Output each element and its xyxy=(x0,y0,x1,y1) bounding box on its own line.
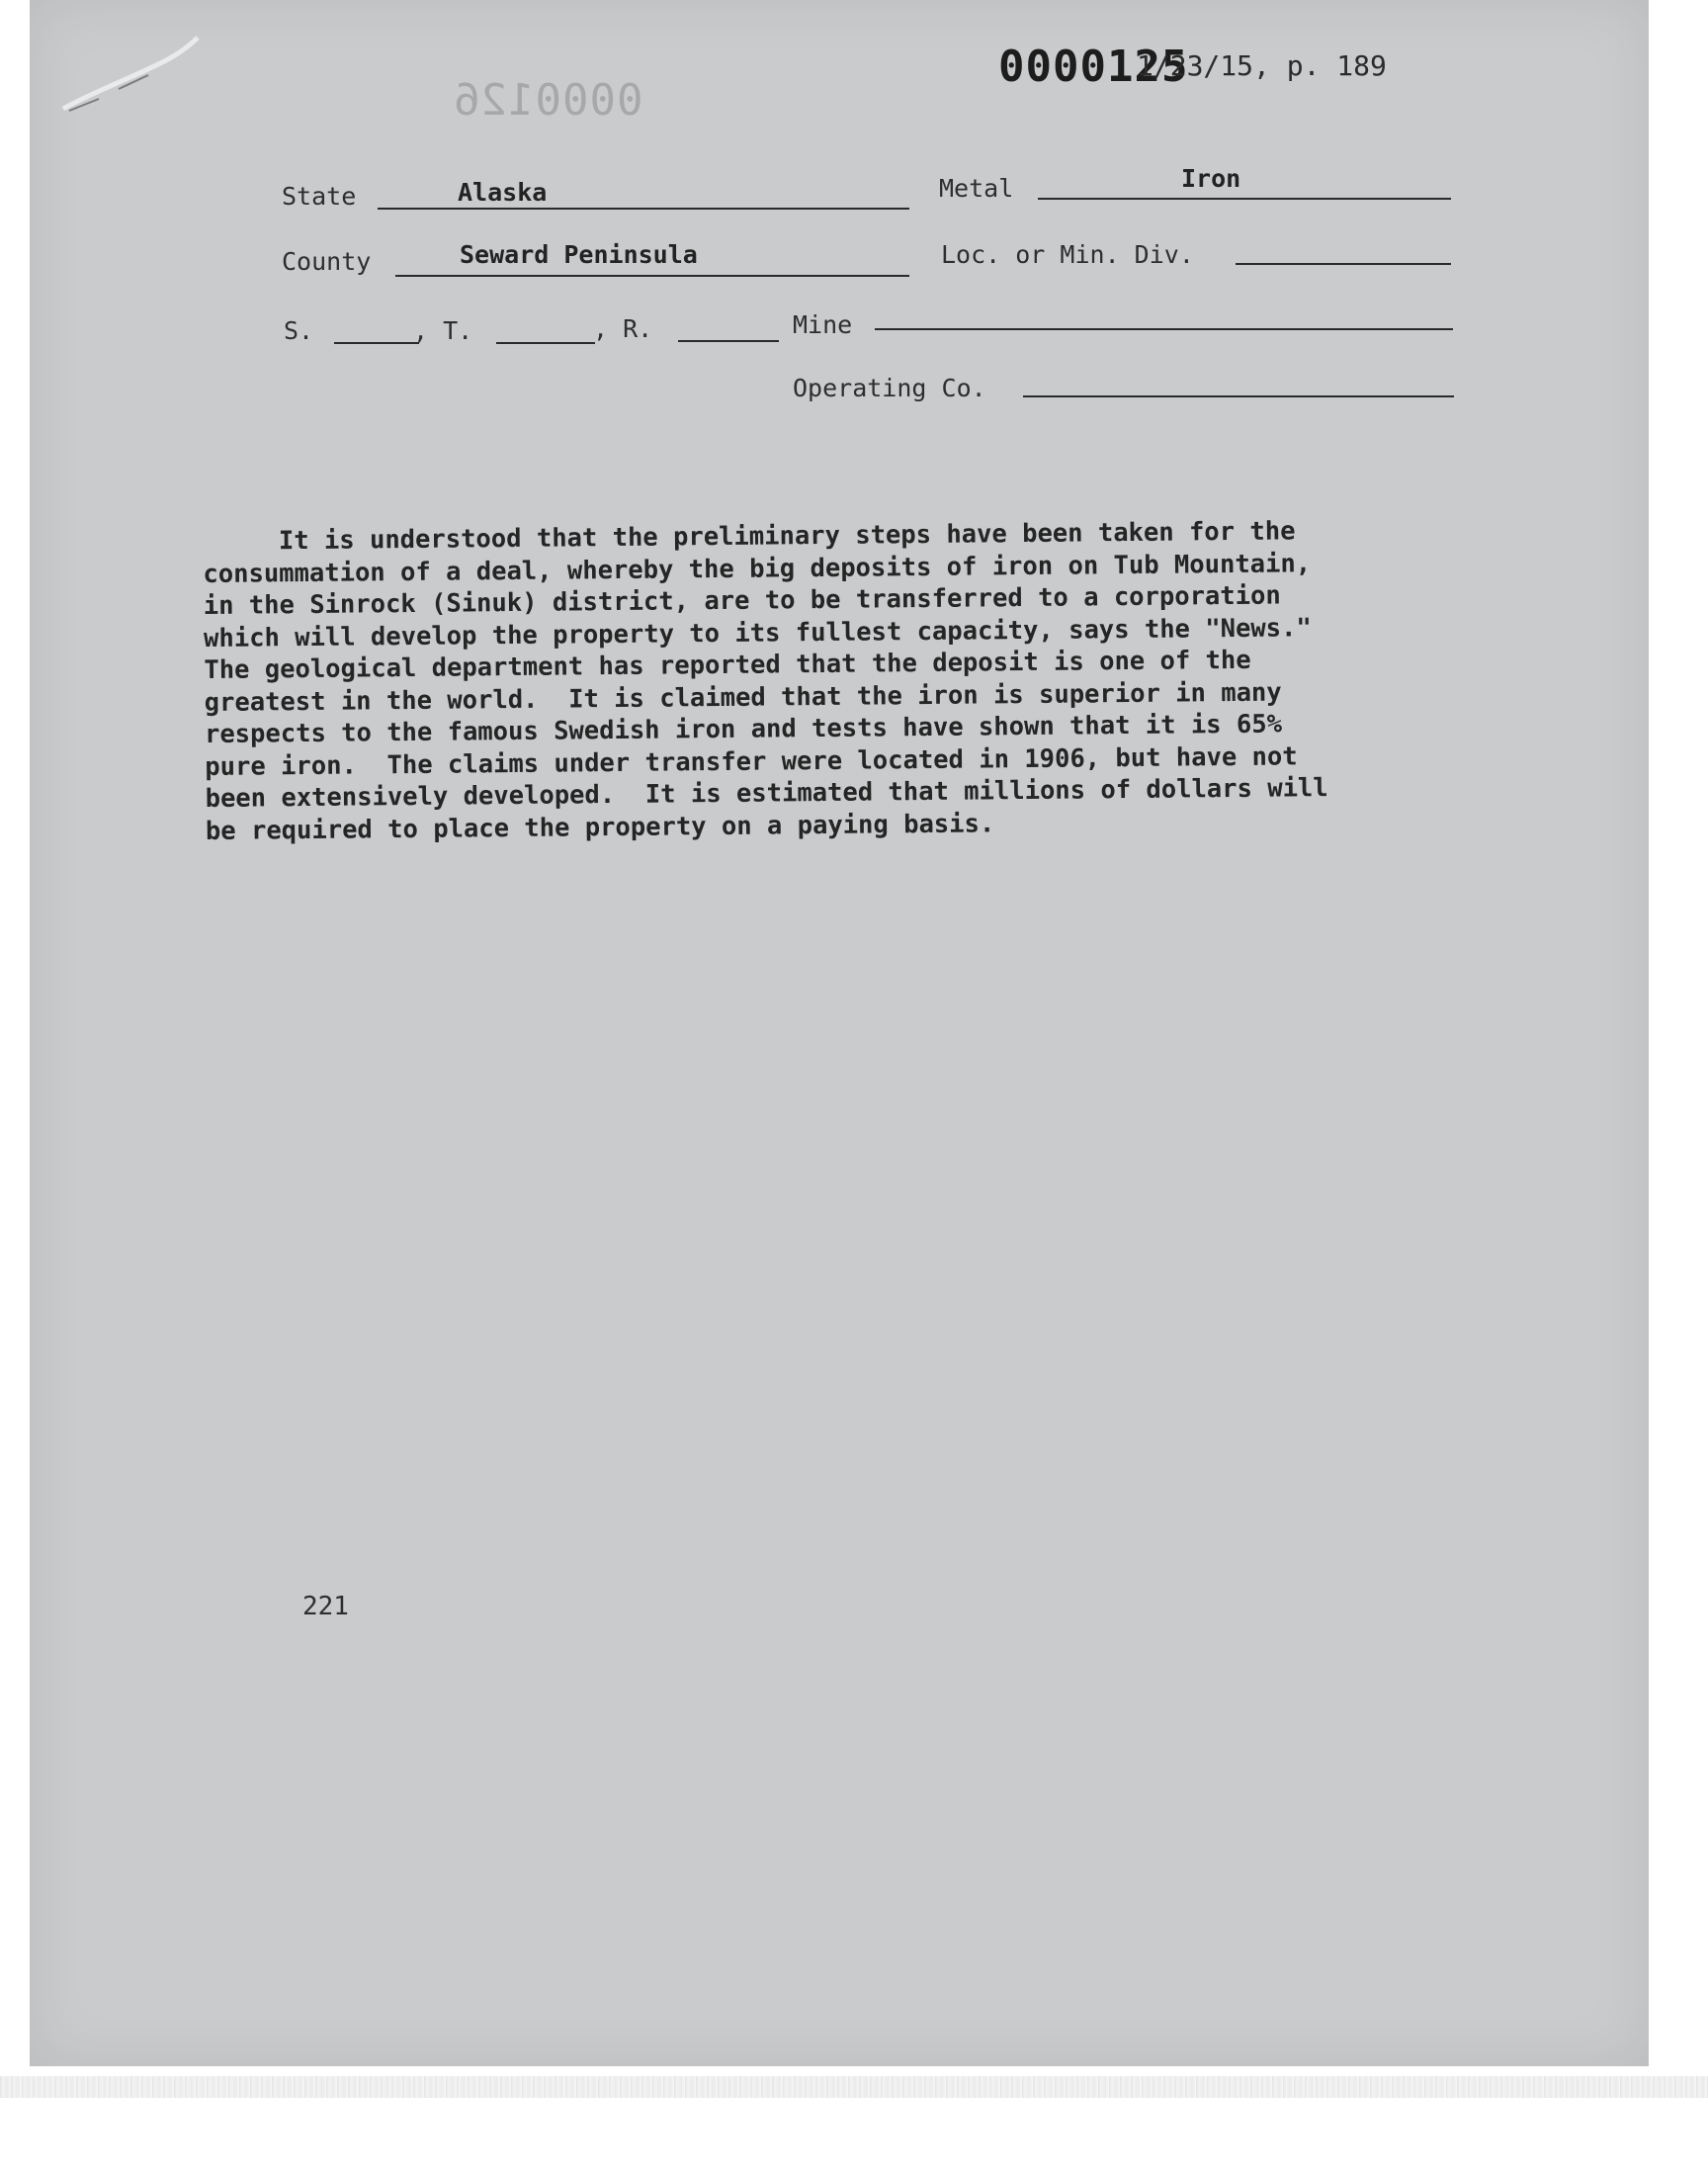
paragraph-line: pure iron. The claims under transfer were located in 1906, but have not xyxy=(205,740,1298,782)
section-label: S. xyxy=(284,316,314,345)
document-number-stamp: 0000125 xyxy=(998,42,1189,92)
paragraph-line: consummation of a deal, whereby the big deposits of iron on Tub Mountain, xyxy=(203,548,1312,589)
range-rule xyxy=(678,340,779,342)
state-rule xyxy=(378,208,909,210)
source-reference: 1/23/15, p. 189 xyxy=(1137,49,1387,82)
metal-value: Iron xyxy=(1181,164,1241,193)
metal-label: Metal xyxy=(939,174,1014,203)
range-label: , R. xyxy=(593,314,653,343)
state-value: Alaska xyxy=(458,178,548,207)
paragraph-line: greatest in the world. It is claimed that the iron is superior in many xyxy=(204,677,1282,718)
township-label: , T. xyxy=(413,316,473,345)
paragraph-line: been extensively developed. It is estimated that millions of dollars will xyxy=(205,773,1328,814)
paragraph-line: be required to place the property on a paying basis. xyxy=(205,808,995,846)
section-rule xyxy=(334,342,419,344)
paragraph-line: which will develop the property to its fullest capacity, says the "News." xyxy=(203,612,1312,653)
state-label: State xyxy=(282,182,357,211)
loc-rule xyxy=(1236,263,1451,265)
mine-label: Mine xyxy=(793,310,853,339)
page-number: 221 xyxy=(302,1592,349,1621)
township-rule xyxy=(496,342,595,344)
scan-edge-strip xyxy=(0,2076,1708,2098)
county-value: Seward Peninsula xyxy=(460,240,698,269)
paragraph-line: in the Sinrock (Sinuk) district, are to be transferred to a corporation xyxy=(203,580,1281,621)
county-label: County xyxy=(282,247,372,276)
operating-co-rule xyxy=(1023,395,1454,397)
corner-tear-mark xyxy=(59,20,208,119)
mine-rule xyxy=(875,328,1453,330)
paragraph-line: The geological department has reported that the deposit is one of the xyxy=(204,645,1251,685)
article-paragraph xyxy=(203,514,1451,847)
paragraph-line: respects to the famous Swedish iron and tests have shown that it is 65% xyxy=(204,709,1283,749)
loc-label: Loc. or Min. Div. xyxy=(941,240,1194,269)
operating-co-label: Operating Co. xyxy=(793,374,986,402)
metal-rule xyxy=(1038,198,1451,200)
ghost-document-number: 0000126 xyxy=(453,75,643,126)
paragraph-line: It is understood that the preliminary steps have been taken for the xyxy=(203,516,1296,557)
county-rule xyxy=(395,275,909,277)
